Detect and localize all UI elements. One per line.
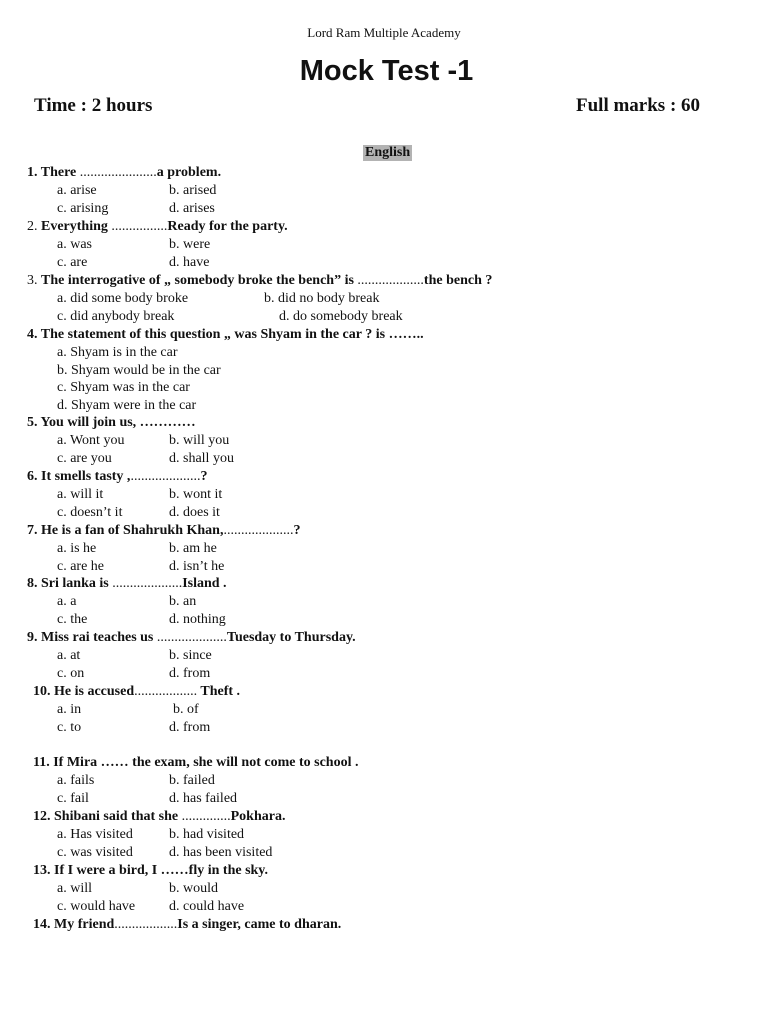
question-stem: Everything xyxy=(41,219,108,234)
question-number: 3. xyxy=(27,273,41,288)
option-row xyxy=(27,254,288,272)
answer-option: a. arise xyxy=(57,183,97,198)
question-stem: There xyxy=(40,165,77,180)
option-row xyxy=(27,593,227,611)
blank-dots: .................... xyxy=(223,523,294,538)
question-13 xyxy=(33,862,268,915)
blank-dots: .................... xyxy=(108,576,183,591)
answer-option: b. of xyxy=(173,702,199,717)
option-row xyxy=(27,647,356,665)
question-tail: Island . xyxy=(182,576,227,591)
question-stem: You will join us, ………… xyxy=(40,415,196,430)
question-text xyxy=(27,468,207,486)
blank-dots: ...................... xyxy=(76,165,157,180)
question-7 xyxy=(27,522,300,575)
question-3 xyxy=(27,272,492,325)
option-row xyxy=(33,701,240,719)
answer-option: b. did no body break xyxy=(264,291,380,306)
answer-option: c. doesn’t it xyxy=(57,504,123,520)
question-text xyxy=(27,272,492,290)
question-stem: If I were a bird, I ……fly in the sky. xyxy=(54,863,269,878)
answer-option: d. does it xyxy=(169,504,220,520)
option-row xyxy=(27,290,492,308)
answer-option: a. fails xyxy=(57,773,95,788)
question-stem: My friend xyxy=(54,917,115,932)
answer-option: c. are xyxy=(57,254,88,270)
option-row xyxy=(33,772,358,790)
answer-option: b. since xyxy=(169,648,212,663)
option-row xyxy=(27,344,424,362)
answer-option: c. the xyxy=(57,611,88,627)
question-tail: Theft . xyxy=(197,684,241,699)
option-row xyxy=(27,379,424,397)
answer-option: b. were xyxy=(169,237,211,252)
subject-heading: English xyxy=(365,145,411,160)
question-6 xyxy=(27,468,223,521)
question-text xyxy=(33,754,358,772)
option-row xyxy=(27,432,230,450)
answer-option: a. will it xyxy=(57,487,104,502)
answer-option: a. Wont you xyxy=(57,433,125,448)
answer-option: a. will xyxy=(57,881,92,896)
time-label: Time : 2 hours xyxy=(34,95,153,116)
blank-dots: .............. xyxy=(178,809,231,824)
question-number: 14. xyxy=(33,917,54,932)
question-9 xyxy=(27,629,356,682)
option-row xyxy=(27,504,220,522)
answer-option: d. Shyam were in the car xyxy=(57,397,197,413)
question-tail: ? xyxy=(293,523,301,538)
question-number: 7. xyxy=(27,523,41,538)
answer-option: a. is he xyxy=(57,541,97,556)
question-text xyxy=(27,522,300,540)
option-row xyxy=(27,397,424,415)
question-4 xyxy=(27,326,424,414)
question-number: 9. xyxy=(27,630,41,645)
answer-option: a. Shyam is in the car xyxy=(57,345,178,360)
answer-option: b. an xyxy=(169,594,197,609)
question-stem: Shibani said that she xyxy=(54,809,179,824)
option-row xyxy=(27,236,288,254)
blank-dots: .................. xyxy=(114,917,178,932)
answer-option: d. nothing xyxy=(169,611,226,627)
question-stem: The statement of this question „ was Shyam in the car ? is …….. xyxy=(40,327,424,342)
option-row xyxy=(27,611,227,629)
answer-option: b. will you xyxy=(169,433,230,448)
answer-option: c. on xyxy=(57,665,85,681)
option-row xyxy=(27,200,221,218)
answer-option: c. was visited xyxy=(57,844,133,860)
question-stem: He is a fan of Shahrukh Khan, xyxy=(41,523,224,538)
question-text xyxy=(27,414,196,432)
question-text xyxy=(27,218,288,236)
academy-name: Lord Ram Multiple Academy xyxy=(307,25,461,40)
question-number: 2. xyxy=(27,219,41,234)
page-title: Mock Test -1 xyxy=(299,55,474,87)
answer-option: c. arising xyxy=(57,200,109,216)
option-row xyxy=(27,362,424,380)
question-text xyxy=(27,629,356,647)
question-stem: Miss rai teaches us xyxy=(41,630,154,645)
answer-option: c. are he xyxy=(57,558,105,574)
question-5 xyxy=(27,414,234,467)
question-number: 5. xyxy=(27,415,41,430)
option-row xyxy=(33,844,285,862)
answer-option: c. Shyam was in the car xyxy=(57,380,190,396)
question-text xyxy=(27,164,221,182)
question-stem: He is accused xyxy=(54,684,135,699)
question-number: 11. xyxy=(33,755,54,770)
answer-option: c. would have xyxy=(57,898,136,914)
answer-option: d. has failed xyxy=(169,790,238,806)
question-1 xyxy=(27,164,221,217)
answer-option: c. are you xyxy=(57,450,112,466)
option-row xyxy=(27,450,234,468)
option-row xyxy=(33,880,268,898)
question-text xyxy=(27,575,227,593)
question-stem: If Mira …… the exam, she will not come to school . xyxy=(53,755,359,770)
answer-option: b. arised xyxy=(169,183,217,198)
option-row xyxy=(27,540,300,558)
option-row xyxy=(27,486,223,504)
question-tail: ? xyxy=(200,469,208,484)
question-tail: Pokhara. xyxy=(230,809,286,824)
question-text xyxy=(27,326,424,344)
question-10 xyxy=(33,683,240,736)
blank-dots: .................. xyxy=(134,684,198,699)
answer-option: d. from xyxy=(169,665,211,681)
question-8 xyxy=(27,575,227,628)
option-row xyxy=(27,308,492,326)
question-number: 6. xyxy=(27,469,41,484)
answer-option: a. at xyxy=(57,648,81,663)
option-row xyxy=(27,182,221,200)
question-text xyxy=(33,683,240,701)
blank-dots: ................... xyxy=(353,273,424,288)
option-row xyxy=(33,826,285,844)
question-14 xyxy=(33,916,341,934)
answer-option: d. shall you xyxy=(169,450,234,466)
option-row xyxy=(27,558,300,576)
question-number: 10. xyxy=(33,684,54,699)
question-tail: Is a singer, came to dharan. xyxy=(177,917,342,932)
full-marks-label: Full marks : 60 xyxy=(576,95,701,116)
answer-option: c. fail xyxy=(57,790,89,806)
answer-option: b. failed xyxy=(169,773,215,788)
question-tail: Ready for the party. xyxy=(167,219,288,234)
question-text xyxy=(33,862,268,880)
answer-option: d. has been visited xyxy=(169,844,273,860)
answer-option: c. to xyxy=(57,719,82,735)
answer-option: b. Shyam would be in the car xyxy=(57,362,221,378)
answer-option: d. do somebody break xyxy=(279,308,403,324)
question-tail: Tuesday to Thursday. xyxy=(226,630,356,645)
question-stem: It smells tasty , xyxy=(41,469,131,484)
question-number: 1. xyxy=(27,165,41,180)
question-stem: Sri lanka is xyxy=(41,576,109,591)
option-row xyxy=(33,898,268,916)
question-12 xyxy=(33,808,285,861)
question-number: 8. xyxy=(27,576,41,591)
option-row xyxy=(33,719,240,737)
answer-option: d. isn’t he xyxy=(169,558,225,574)
option-row xyxy=(33,790,358,808)
question-number: 4. xyxy=(27,327,41,342)
question-2 xyxy=(27,218,288,271)
answer-option: b. wont it xyxy=(169,487,223,502)
question-number: 12. xyxy=(33,809,54,824)
answer-option: b. am he xyxy=(169,541,217,556)
blank-dots: .................... xyxy=(153,630,227,645)
answer-option: b. would xyxy=(169,881,218,896)
answer-option: d. from xyxy=(169,719,211,735)
blank-dots: .................... xyxy=(130,469,201,484)
answer-option: d. have xyxy=(169,254,210,270)
question-stem: The interrogative of „ somebody broke the bench” is xyxy=(41,273,354,288)
answer-option: d. could have xyxy=(169,898,245,914)
answer-option: b. had visited xyxy=(169,827,245,842)
question-number: 13. xyxy=(33,863,54,878)
answer-option: d. arises xyxy=(169,200,215,216)
answer-option: a. did some body broke xyxy=(57,291,189,306)
question-text xyxy=(33,808,285,826)
answer-option: a. in xyxy=(57,702,82,717)
blank-dots: ................ xyxy=(107,219,168,234)
option-row xyxy=(27,665,356,683)
answer-option: a. was xyxy=(57,237,92,252)
question-tail: a problem. xyxy=(156,165,222,180)
answer-option: a. a xyxy=(57,594,77,609)
question-tail: the bench ? xyxy=(423,273,493,288)
question-11 xyxy=(33,754,358,807)
answer-option: a. Has visited xyxy=(57,827,133,842)
answer-option: c. did anybody break xyxy=(57,308,175,324)
question-text xyxy=(33,916,341,934)
